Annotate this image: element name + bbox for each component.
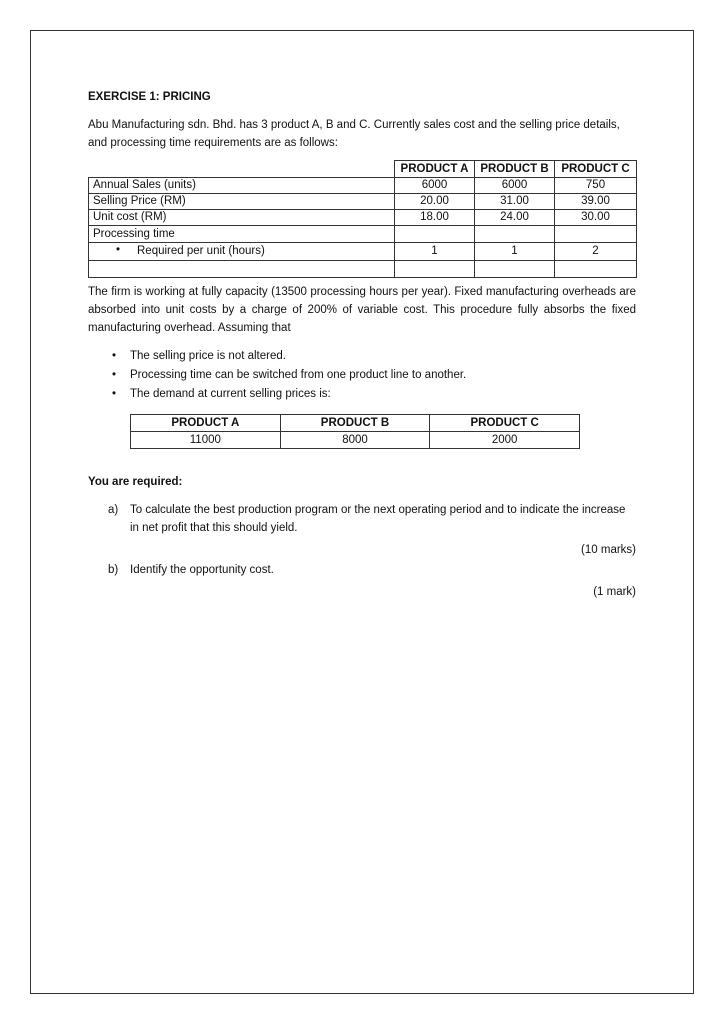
- list-item: • The demand at current selling prices is:: [88, 385, 636, 404]
- cell-value: 2000: [430, 432, 580, 449]
- table-row: [89, 226, 637, 243]
- list-item: • Processing time can be switched from one product line to another.: [88, 366, 636, 385]
- header-product-c: PRODUCT C: [555, 161, 637, 178]
- cell-value: 1: [395, 243, 475, 261]
- question-marks: (10 marks): [581, 544, 636, 556]
- conditions-list: [88, 347, 636, 404]
- row-label: Annual Sales (units): [89, 178, 395, 194]
- cell-value: 6000: [395, 178, 475, 194]
- bullet-icon: •: [112, 350, 117, 362]
- table-header-row: [89, 161, 637, 178]
- list-item: • The selling price is not altered.: [88, 347, 636, 366]
- bullet-icon: •: [116, 244, 121, 256]
- table-row: [89, 194, 637, 210]
- table-row: [89, 243, 637, 261]
- cell-value: 39.00: [555, 194, 637, 210]
- header-product-b: PRODUCT B: [475, 161, 555, 178]
- bullet-icon: •: [112, 388, 117, 400]
- question-text: Identify the opportunity cost.: [130, 564, 274, 576]
- cell-value: 750: [555, 178, 637, 194]
- table-row: [131, 432, 580, 449]
- cell-value: 18.00: [395, 210, 475, 226]
- cell-value: 2: [555, 243, 637, 261]
- header-product-c: PRODUCT C: [430, 415, 580, 432]
- table-header-row: [131, 415, 580, 432]
- row-label: Selling Price (RM): [89, 194, 395, 210]
- exercise-title: EXERCISE 1: PRICING: [88, 91, 211, 103]
- table-row: [89, 210, 637, 226]
- header-product-a: PRODUCT A: [395, 161, 475, 178]
- cell-value: 11000: [131, 432, 281, 449]
- cell-value: 30.00: [555, 210, 637, 226]
- table-row-empty: [89, 261, 637, 278]
- cell-value: 6000: [475, 178, 555, 194]
- intro-paragraph: Abu Manufacturing sdn. Bhd. has 3 product A, B and C. Currently sales cost and the selling price details, and processing time requirements are as follows:: [88, 119, 620, 149]
- bullet-row-label: • Required per unit (hours): [89, 243, 395, 261]
- question-text: To calculate the best production program or the next operating period and to indicate the increase in net profit that this should yield.: [130, 504, 626, 534]
- question-marks: (1 mark): [593, 586, 636, 598]
- demand-table: [130, 414, 580, 449]
- cell-value: 31.00: [475, 194, 555, 210]
- header-product-a: PRODUCT A: [131, 415, 281, 432]
- required-heading: You are required:: [88, 476, 183, 488]
- section-label: Processing time: [89, 226, 395, 243]
- document-content: [88, 88, 636, 601]
- question-b: [88, 561, 636, 579]
- table-row: [89, 178, 637, 194]
- product-details-table: [88, 160, 637, 278]
- cell-value: 8000: [280, 432, 430, 449]
- question-label: b): [108, 564, 119, 576]
- capacity-paragraph: The firm is working at fully capacity (13500 processing hours per year). Fixed manufacturing overheads are absorbed into unit costs by a charge of 200% of variable cost. This procedure fully absorbs the fixed manufacturing overhead. Assuming that: [88, 286, 636, 334]
- cell-value: 20.00: [395, 194, 475, 210]
- row-label: Unit cost (RM): [89, 210, 395, 226]
- cell-value: 1: [475, 243, 555, 261]
- question-a: [88, 501, 636, 537]
- question-label: a): [108, 504, 119, 516]
- header-product-b: PRODUCT B: [280, 415, 430, 432]
- cell-value: 24.00: [475, 210, 555, 226]
- bullet-icon: •: [112, 369, 117, 381]
